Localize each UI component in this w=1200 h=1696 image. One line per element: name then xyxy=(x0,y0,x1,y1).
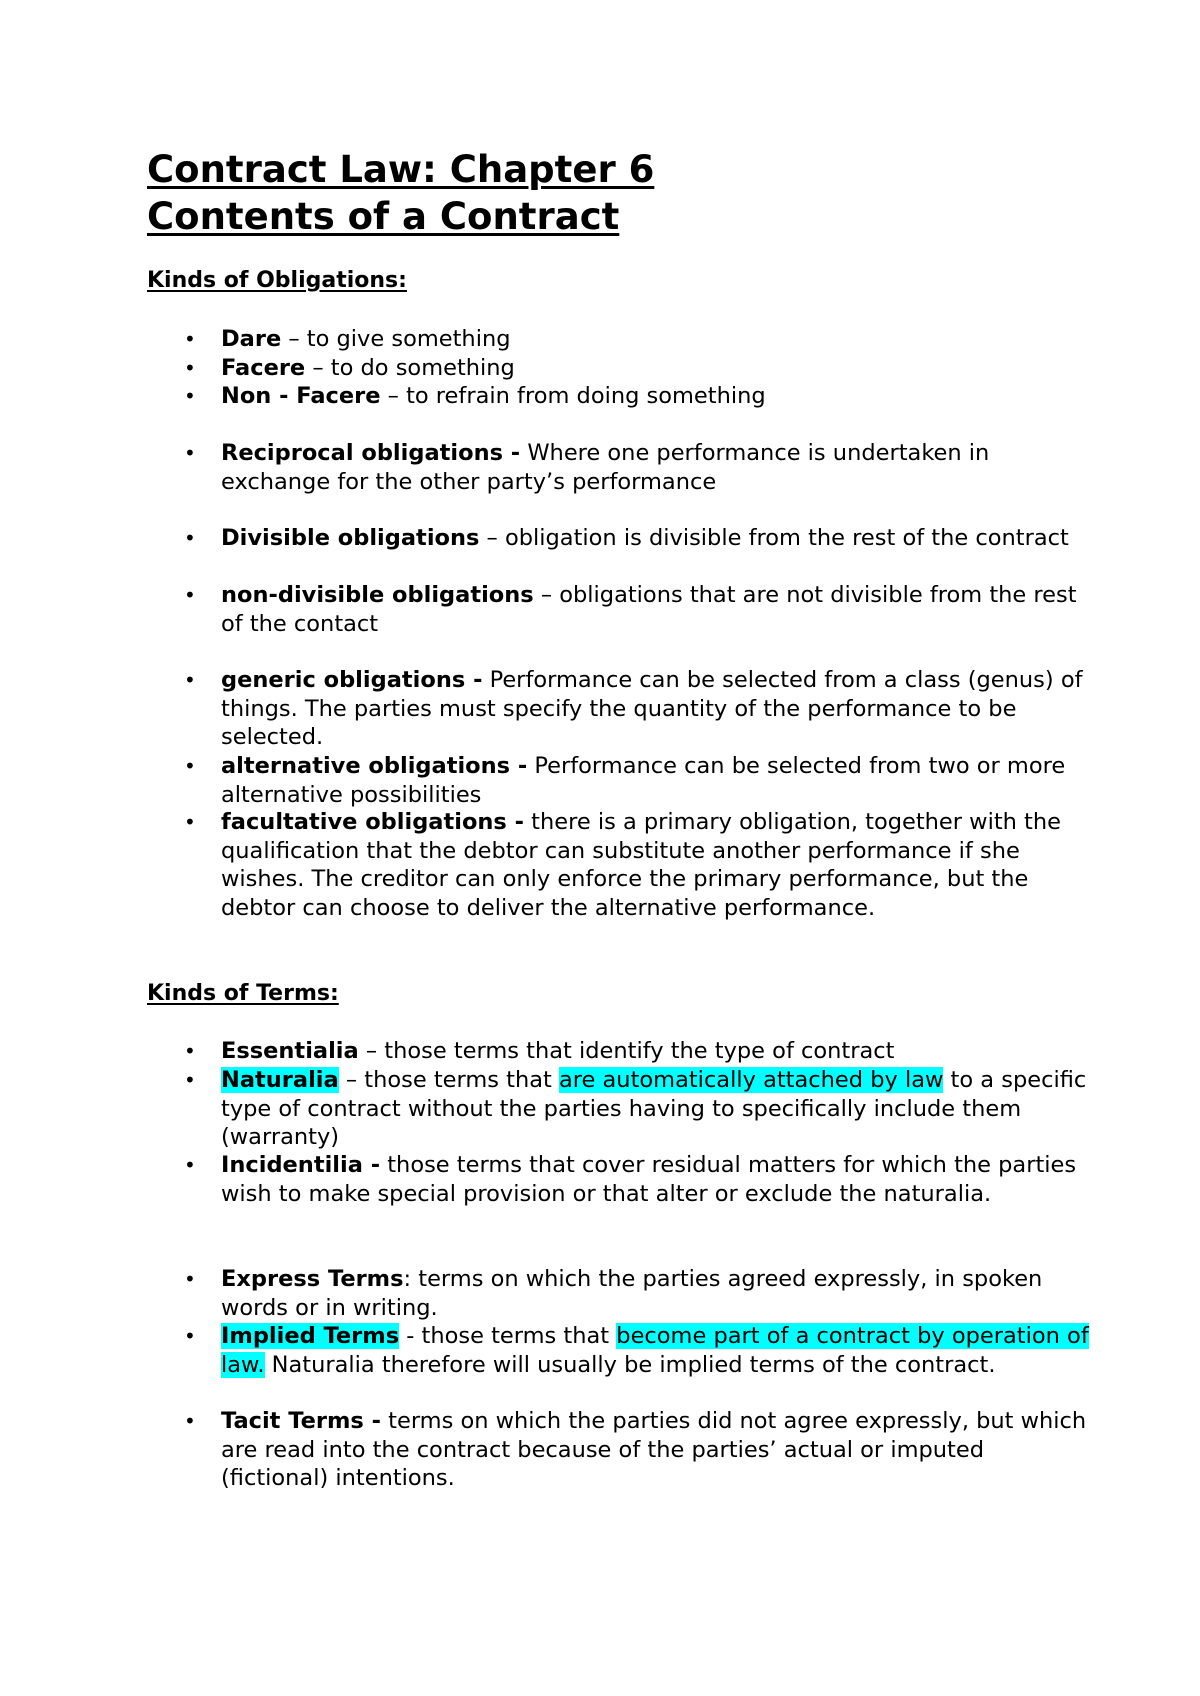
item-term: generic obligations - xyxy=(221,667,483,693)
item-separator: – xyxy=(338,1067,365,1093)
item-separator: – xyxy=(479,525,505,551)
highlighted-text: are automatically attached by law xyxy=(558,1067,944,1093)
item-term: Naturalia xyxy=(221,1067,339,1093)
item-text-before: those terms that xyxy=(421,1323,617,1349)
item-term: Dare xyxy=(221,326,282,352)
item-term: Essentialia xyxy=(221,1038,359,1064)
list-item xyxy=(184,581,1091,638)
item-term: facultative obligations - xyxy=(221,809,524,835)
bullet-icon: • xyxy=(184,583,196,607)
list-item xyxy=(184,382,1091,411)
terms-heading: Kinds of Terms: xyxy=(147,981,339,1006)
title-line-1: Contract Law: Chapter 6 xyxy=(147,148,655,191)
bullet-icon: • xyxy=(184,356,196,380)
item-text-before: those terms that xyxy=(364,1067,559,1093)
list-item xyxy=(184,752,1091,809)
list-item xyxy=(184,354,1091,383)
item-text: those terms that cover residual matters for which the parties wish to make special provision or that alter or exclude the naturalia. xyxy=(221,1152,1077,1207)
list-item xyxy=(184,1322,1091,1379)
item-term: Reciprocal obligations - xyxy=(221,440,521,466)
list-item xyxy=(184,808,1091,922)
list-item xyxy=(184,524,1091,553)
bullet-icon: • xyxy=(184,526,196,550)
item-separator xyxy=(482,667,489,693)
item-text: obligation is divisible from the rest of the contract xyxy=(504,525,1069,551)
item-term: Implied Terms xyxy=(221,1323,400,1349)
item-separator: – xyxy=(305,355,331,381)
item-separator: – xyxy=(533,582,560,608)
item-term: Express Terms xyxy=(221,1266,404,1292)
obligations-heading: Kinds of Obligations: xyxy=(147,268,407,293)
item-text: there is a primary obligation, together with the qualification that the debtor can substitute another performance if she wishes. The creditor can only enforce the primary performance, but the debtor can choose to deliver the alternative performance. xyxy=(221,809,1061,921)
item-text: to do something xyxy=(330,355,515,381)
bullet-icon: • xyxy=(184,1267,196,1291)
item-text: to refrain from doing something xyxy=(406,383,766,409)
list-item xyxy=(184,1037,1091,1066)
bullet-icon: • xyxy=(184,327,196,351)
item-text-after: to a specific type of contract without the parties having to specifically include them (warranty) xyxy=(221,1067,1087,1151)
item-term: Incidentilia - xyxy=(221,1152,381,1178)
bullet-icon: • xyxy=(184,441,196,465)
bullet-icon: • xyxy=(184,384,196,408)
list-item xyxy=(184,1066,1091,1152)
item-text: terms on which the parties agreed expressly, in spoken words or in writing. xyxy=(221,1266,1043,1321)
list-item xyxy=(184,1265,1091,1322)
item-text: to give something xyxy=(306,326,511,352)
item-separator: – xyxy=(380,383,407,409)
item-separator: – xyxy=(281,326,307,352)
item-text: Where one performance is undertaken in exchange for the other party’s performance xyxy=(221,440,990,495)
title-line-2: Contents of a Contract xyxy=(147,195,620,238)
bullet-icon: • xyxy=(184,1409,196,1433)
item-separator: - xyxy=(399,1323,422,1349)
item-term: Tacit Terms - xyxy=(221,1408,381,1434)
item-term: non-divisible obligations xyxy=(221,582,534,608)
list-item xyxy=(184,325,1091,354)
bullet-icon: • xyxy=(184,668,196,692)
highlighted-text: become part of a contract by operation of law. xyxy=(221,1323,1089,1378)
bullet-icon: • xyxy=(184,1039,196,1063)
item-text: obligations that are not divisible from the rest of the contact xyxy=(221,582,1077,637)
item-separator: – xyxy=(358,1038,385,1064)
item-text-after: Naturalia therefore will usually be implied terms of the contract. xyxy=(264,1351,996,1378)
bullet-icon: • xyxy=(184,754,196,778)
item-term: alternative obligations - xyxy=(221,753,528,779)
document-title xyxy=(147,146,654,240)
list-item xyxy=(184,666,1091,752)
bullet-icon: • xyxy=(184,810,196,834)
item-text: Performance can be selected from two or more alternative possibilities xyxy=(221,753,1066,808)
item-text: terms on which the parties did not agree expressly, but which are read into the contract because of the parties’ actual or imputed (fictional) intentions. xyxy=(221,1408,1087,1492)
list-item xyxy=(184,439,1091,496)
item-separator: : xyxy=(403,1266,419,1292)
item-term: Facere xyxy=(221,355,306,381)
bullet-icon: • xyxy=(184,1324,196,1348)
list-item xyxy=(184,1151,1091,1208)
bullet-icon: • xyxy=(184,1153,196,1177)
item-term: Divisible obligations xyxy=(221,525,480,551)
item-term: Non - Facere xyxy=(221,383,381,409)
item-text: Performance can be selected from a class (genus) of things. The parties must specify the quantity of the performance to be selected. xyxy=(221,667,1083,751)
list-item xyxy=(184,1407,1091,1493)
item-text: those terms that identify the type of contract xyxy=(384,1038,895,1064)
bullet-icon: • xyxy=(184,1068,196,1092)
